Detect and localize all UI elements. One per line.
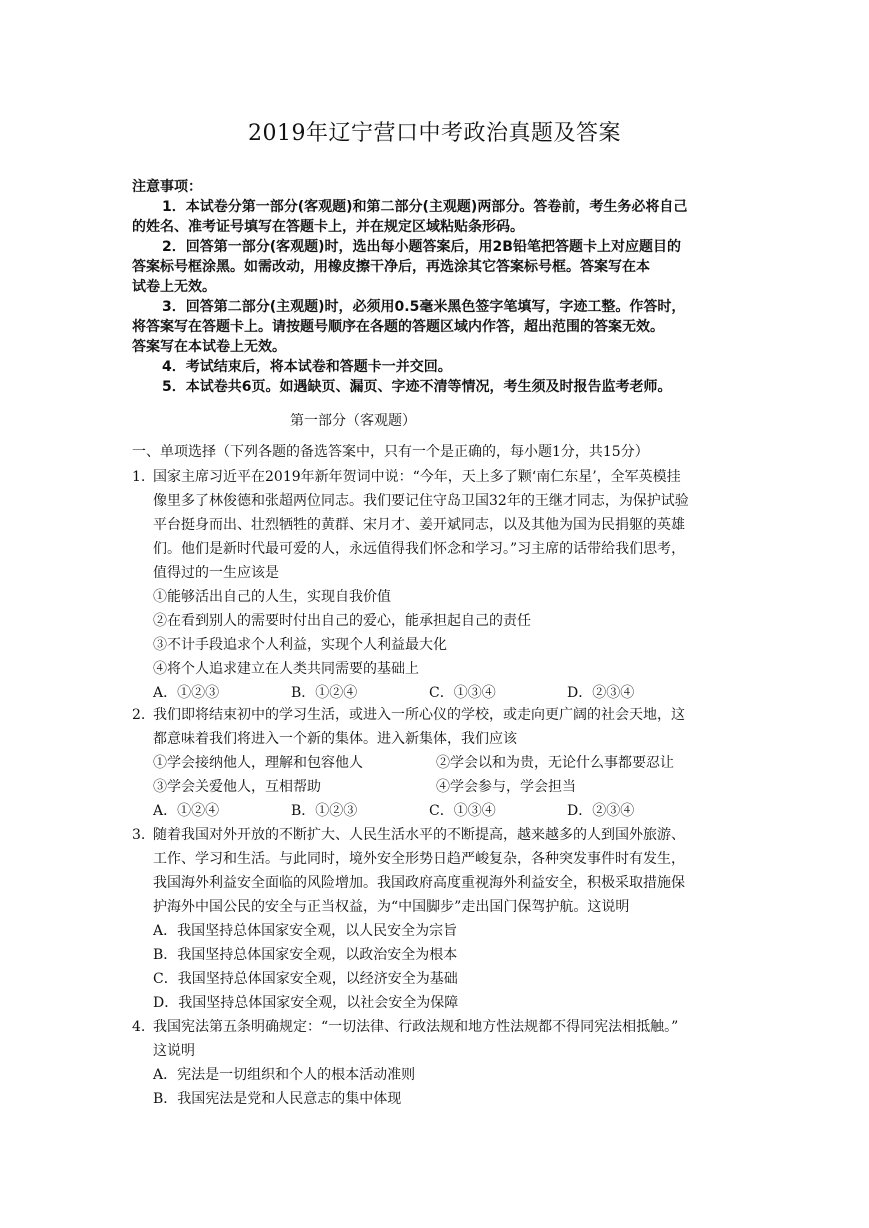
choice-a: A．我国坚持总体国家安全观，以人民安全为宗旨 [153,923,458,939]
stem-text: 护海外中国公民的安全与正当权益，为“中国脚步”走出国门保驾护航。这说明 [153,899,630,915]
notice-item [162,377,737,397]
stem-text: 们。他们是新时代最可爱的人，永远值得我们怀念和学习。”习主席的话带给我们思考， [153,541,686,557]
question-number: 3. [132,827,146,843]
stem-text: 随着我国对外开放的不断扩大、人民生活水平的不断提高，越来越多的人到国外旅游、 [153,827,685,843]
notice-text: 试卷上无效。 [132,279,216,295]
stem-text: 我们即将结束初中的学习生活，或进入一所心仪的学校，或走向更广阔的社会天地，这 [153,707,685,723]
statement-item: ①能够活出自己的人生，实现自我价值 [153,589,391,605]
notice-heading: 注意事项： [132,179,202,195]
notice-item [132,197,737,237]
question-2-stem-line [132,703,742,727]
choice-c: C．①③④ [429,803,496,819]
stem-text: 工作、学习和生活。与此同时，境外安全形势日趋严峻复杂，各种突发事件时有发生， [153,851,685,867]
choice-c: C．我国坚持总体国家安全观，以经济安全为基础 [153,971,458,987]
notice-text: 将答案写在答题卡上。请按题号顺序在各题的答题区域内作答，超出范围的答案无效。 [132,319,664,335]
statement-item: ②在看到别人的需要时付出自己的爱心，能承担起自己的责任 [153,613,531,629]
answer-choices [132,799,742,823]
question-3-stem-line [132,823,742,847]
notice-text: 3．回答第二部分(主观题)时，必须用0.5毫米黑色签字笔填写，字迹工整。作答时， [162,299,686,315]
statement-item: ③不计手段追求个人利益，实现个人利益最大化 [153,637,447,653]
choice-b: B．我国坚持总体国家安全观，以政治安全为根本 [153,947,458,963]
statement-item: ②学会以和为贵，无论什么事都要忍让 [436,755,674,771]
choice-b: B．①②③ [291,803,358,819]
choice-d: D．我国坚持总体国家安全观，以社会安全为保障 [153,995,459,1011]
statement-item: ④学会参与，学会担当 [436,779,576,795]
notice-item [132,237,737,297]
question-4-stem-line [132,1015,742,1039]
stem-text: 值得过的一生应该是 [153,565,279,581]
question-4 [132,1015,742,1111]
choice-d: D．②③④ [567,803,635,819]
stem-text: 国家主席习近平在2019年新年贺词中说：“今年，天上多了颗‘南仁东星’，全军英模挂 [153,469,681,485]
statement-row [132,751,742,775]
statement-row [132,775,742,799]
page-title: 2019年辽宁营口中考政治真题及答案 [248,121,621,146]
stem-text: 这说明 [153,1043,195,1059]
stem-text: 平台挺身而出、壮烈牺牲的黄群、宋月才、姜开斌同志，以及其他为国为民捐躯的英雄 [153,517,685,533]
notice-text: 2．回答第一部分(客观题)时，选出每小题答案后，用2B铅笔把答题卡上对应题目的 [162,239,681,255]
notice-text: 4．考试结束后，将本试卷和答题卡一并交回。 [162,359,452,375]
question-number: 1. [132,469,146,485]
statement-item: ①学会接纳他人，理解和包容他人 [153,755,363,771]
question-1 [132,465,742,705]
notice-text: 5．本试卷共6页。如遇缺页、漏页、字迹不清等情况，考生须及时报告监考老师。 [162,379,672,395]
question-1-stem-line [132,465,742,489]
choice-a: A．宪法是一切组织和个人的根本活动准则 [153,1067,416,1083]
notice-text: 1．本试卷分第一部分(客观题)和第二部分(主观题)两部分。答卷前，考生务必将自己 [162,199,688,215]
notice-item [132,297,737,357]
choice-b: B．我国宪法是党和人民意志的集中体现 [153,1091,402,1107]
notice-item [162,357,737,377]
answer-choices [132,681,742,705]
question-number: 2. [132,707,146,723]
stem-text: 像里多了林俊德和张超两位同志。我们要记住守岛卫国32年的王继才同志，为保护试验 [153,493,689,509]
notice-list [132,197,737,397]
part-title: 第一部分（客观题） [290,413,416,429]
statement-item: ④将个人追求建立在人类共同需要的基础上 [153,661,419,677]
choice-d: D．②③④ [567,685,635,701]
question-number: 4. [132,1019,146,1035]
statement-item: ③学会关爱他人，互相帮助 [153,779,321,795]
question-3 [132,823,742,1015]
choice-a: A．①②④ [153,803,220,819]
stem-text: 我国海外利益安全面临的风险增加。我国政府高度重视海外利益安全，积极采取措施保 [153,875,685,891]
notice-text: 答案写在本试卷上无效。 [132,339,286,355]
choice-b: B．①②④ [291,685,358,701]
notice-text: 的姓名、准考证号填写在答题卡上，并在规定区域粘贴条形码。 [132,219,524,235]
stem-text: 我国宪法第五条明确规定：“一切法律、行政法规和地方性法规都不得同宪法相抵触。” [153,1019,679,1035]
choice-c: C．①③④ [429,685,496,701]
question-2 [132,703,742,823]
notice-text: 答案标号框涂黑。如需改动，用橡皮擦干净后，再选涂其它答案标号框。答案写在本 [132,259,650,275]
section-title: 一、单项选择（下列各题的备选答案中，只有一个是正确的，每小题1分，共15分） [132,444,649,460]
stem-text: 都意味着我们将进入一个新的集体。进入新集体，我们应该 [153,731,517,747]
choice-a: A．①②③ [153,685,220,701]
